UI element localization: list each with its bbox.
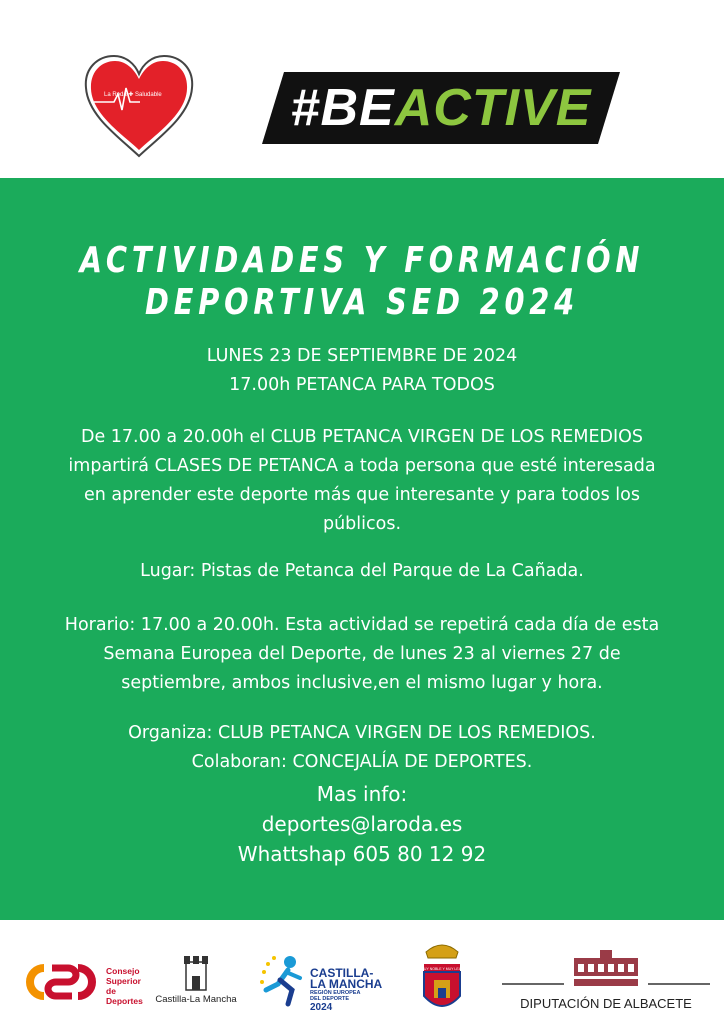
castle-icon <box>154 952 238 992</box>
event-location: Lugar: Pistas de Petanca del Parque de La Cañada. <box>140 561 584 581</box>
la-roda-coat-of-arms <box>418 938 466 1018</box>
event-collaborators: Colaboran: CONCEJALÍA DE DEPORTES. <box>191 752 533 772</box>
header <box>0 0 724 178</box>
page-title <box>72 240 651 324</box>
event-organizer: Organiza: CLUB PETANCA VIRGEN DE LOS REMEDIOS. <box>128 723 596 743</box>
beactive-prefix: #BE <box>290 79 395 137</box>
la-roda-saludable-heart-logo <box>80 52 198 160</box>
more-info-label: Mas info: <box>316 782 408 806</box>
shield-motto: MUY NOBLE Y MUY LEAL <box>421 967 463 971</box>
event-name: 17.00h PETANCA PARA TODOS <box>229 375 495 395</box>
castilla-la-mancha-logo <box>154 952 238 1012</box>
palace-icon <box>502 948 710 992</box>
sponsor-logos-footer <box>0 920 724 1024</box>
castilla-la-mancha-label: Castilla-La Mancha <box>155 994 237 1005</box>
green-info-panel <box>0 178 724 920</box>
region-europea-deporte-logo <box>258 950 394 1014</box>
region-text: CASTILLA- LA MANCHA REGIÓN EUROPEA DEL DEPORTE 2024 <box>310 966 383 1013</box>
heart-icon <box>80 52 198 160</box>
contact-phone[interactable]: Whattshap 605 80 12 92 <box>237 842 487 866</box>
title-line-2: DEPORTIVA SED 2024 <box>145 282 579 323</box>
heart-logo-text: La Roda ✚ Saludable <box>104 92 162 98</box>
beactive-logo <box>262 72 620 144</box>
beactive-suffix: ACTIVE <box>394 79 592 137</box>
coat-of-arms-icon <box>418 938 466 1018</box>
event-schedule: Horario: 17.00 a 20.00h. Esta actividad se repetirá cada día de esta Semana Europea del Deporte, de lunes 23 al viernes 27 de septiembre, ambos inclusive,en el mismo lugar y hora. <box>64 615 660 693</box>
contact-email[interactable]: deportes@laroda.es <box>261 812 463 836</box>
beactive-wordmark <box>262 72 620 144</box>
runner-icon <box>258 950 310 1010</box>
diputacion-albacete-logo <box>502 948 710 1014</box>
diputacion-albacete-label: DIPUTACIÓN DE ALBACETE <box>520 996 692 1011</box>
csd-mark-icon <box>22 962 102 1002</box>
event-date: LUNES 23 DE SEPTIEMBRE DE 2024 <box>206 346 518 366</box>
csd-logo <box>22 962 154 1008</box>
event-description: De 17.00 a 20.00h el CLUB PETANCA VIRGEN DE LOS REMEDIOS impartirá CLASES DE PETANCA a toda persona que esté interesada en aprender este deporte más que interesante y para todos los públicos. <box>68 427 656 534</box>
title-line-1: ACTIVIDADES Y FORMACIÓN <box>79 240 645 281</box>
csd-text: Consejo Superior de Deportes <box>106 966 143 1006</box>
